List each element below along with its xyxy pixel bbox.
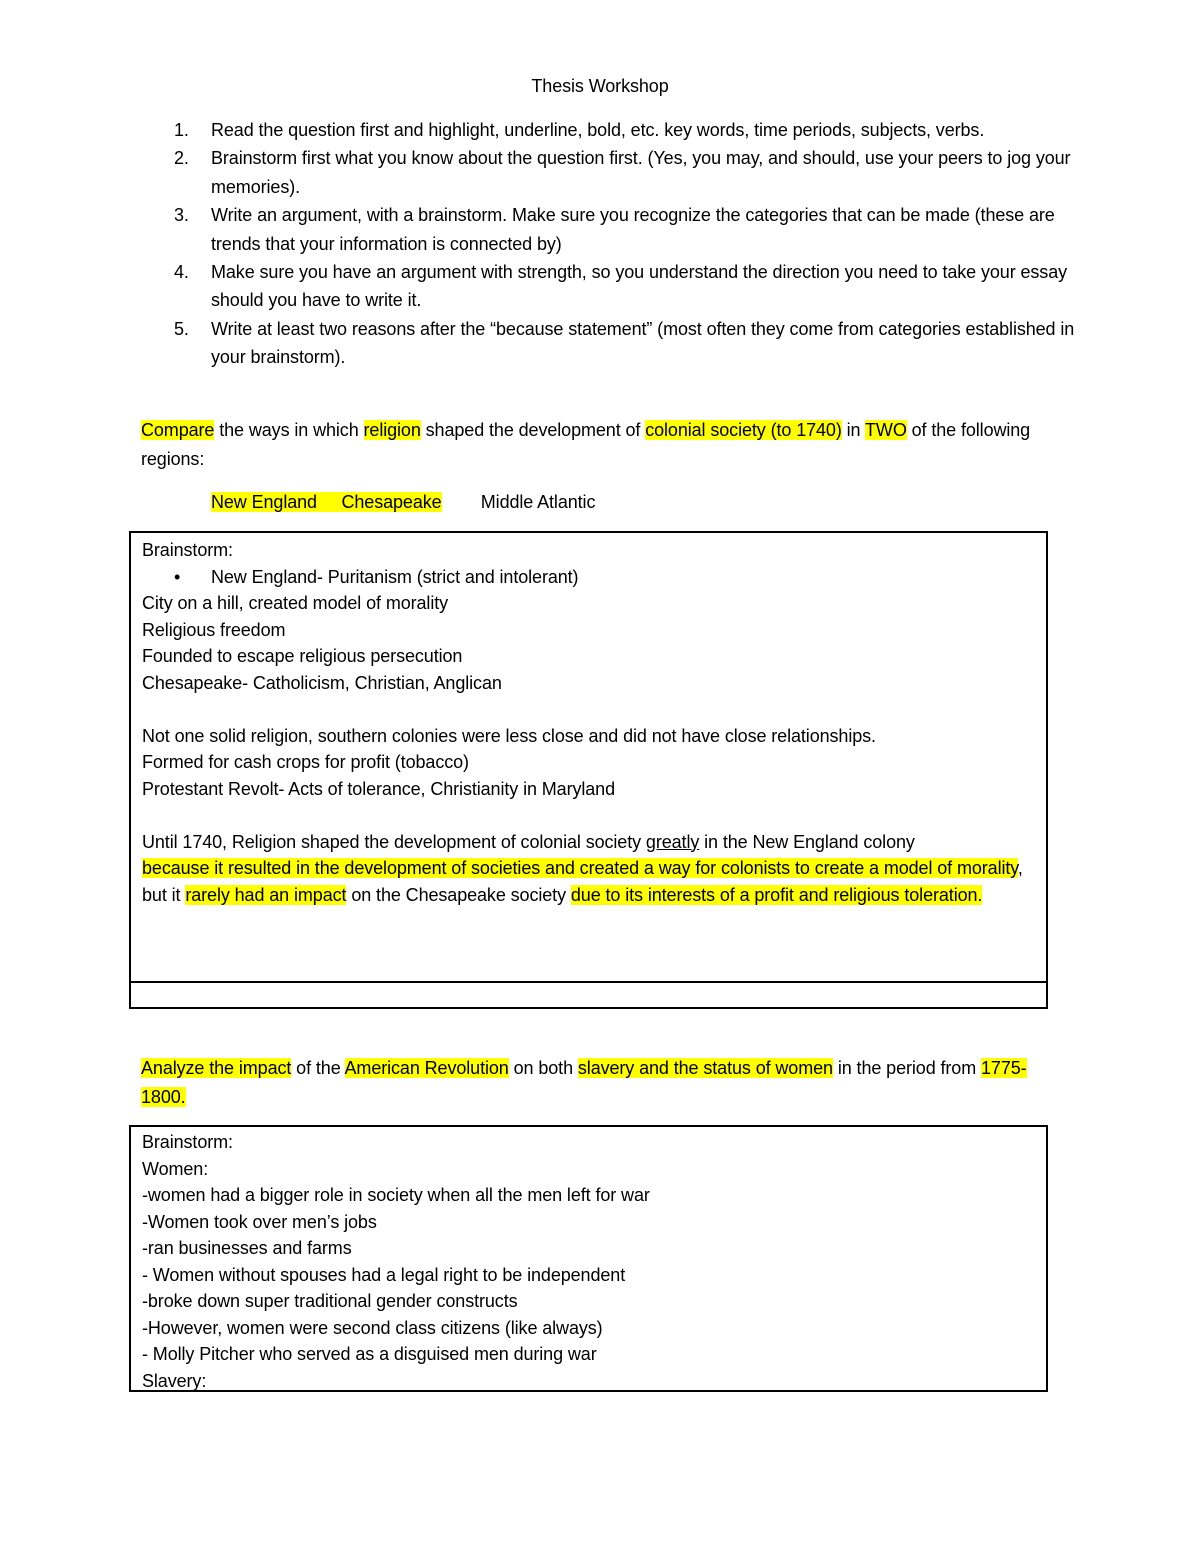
brainstorm-line: City on a hill, created model of morality — [142, 593, 449, 613]
bullet-icon: • — [174, 566, 181, 587]
list-item — [140, 144, 1075, 201]
list-number: 4. — [174, 262, 189, 283]
brainstorm-box-1 — [129, 531, 1048, 983]
highlighted-text: Analyze the impact — [141, 1058, 292, 1078]
underlined-text: greatly — [645, 831, 700, 852]
list-item — [140, 116, 1075, 144]
blank-line — [142, 802, 1032, 829]
list-text: Brainstorm first what you know about the question first. (Yes, you may, and should, use your peers to jog your memories). — [211, 148, 1071, 197]
prompt-text: of the following regions: — [141, 420, 1031, 469]
highlighted-text: Compare — [141, 420, 215, 440]
brainstorm-line: - Molly Pitcher who served as a disguised men during war — [142, 1344, 597, 1364]
region-gap — [317, 492, 342, 512]
list-text: Make sure you have an argument with strength, so you understand the direction you need to take your essay should you have to write it. — [211, 262, 1068, 311]
brainstorm-line: Women: — [142, 1158, 209, 1179]
prompt-text: in — [841, 420, 866, 440]
region-new-england: New England — [211, 492, 317, 512]
brainstorm-heading: Brainstorm: — [142, 540, 233, 560]
blank-line — [142, 696, 1032, 723]
region-chesapeake: Chesapeake — [341, 492, 442, 512]
list-number: 1. — [174, 120, 189, 140]
brainstorm-content — [142, 537, 1032, 908]
brainstorm-line: -Women took over men’s jobs — [142, 1211, 377, 1232]
thesis-text: Until 1740, Religion shaped the development of colonial society — [142, 831, 646, 852]
highlighted-text: due to its interests of a profit and religious toleration. — [570, 884, 983, 905]
brainstorm-line: Founded to escape religious persecution — [142, 646, 463, 666]
region-middle-atlantic: Middle Atlantic — [480, 492, 596, 512]
brainstorm-box-2 — [129, 1125, 1048, 1392]
brainstorm-heading: Brainstorm: — [142, 1132, 233, 1152]
region-gap — [442, 492, 481, 512]
brainstorm-line: Not one solid religion, southern colonies were less close and did not have close relationships. — [142, 725, 876, 746]
empty-table-row — [129, 981, 1048, 1009]
brainstorm-line: Formed for cash crops for profit (tobacco) — [142, 752, 469, 772]
brainstorm-line: -ran businesses and farms — [142, 1238, 352, 1258]
list-item — [140, 201, 1075, 258]
highlighted-text: American Revolution — [344, 1058, 509, 1078]
list-text: Read the question first and highlight, underline, bold, etc. key words, time periods, subjects, verbs. — [211, 120, 985, 140]
highlighted-text: TWO — [865, 420, 907, 440]
prompt-text: shaped the development of — [420, 420, 646, 440]
list-item — [140, 258, 1075, 315]
bullet-item — [142, 564, 1032, 591]
brainstorm-line: Religious freedom — [142, 619, 286, 640]
question-1-prompt — [141, 416, 1071, 473]
brainstorm-content — [142, 1129, 1032, 1394]
instruction-list — [140, 116, 1075, 372]
list-number: 2. — [174, 148, 189, 169]
highlighted-text: religion — [363, 420, 421, 440]
prompt-text: of the — [291, 1058, 345, 1078]
highlighted-text: because it resulted in the development of societies and created a way for colonists to create a model of morality — [142, 858, 1018, 878]
brainstorm-line: Chesapeake- Catholicism, Christian, Anglican — [142, 672, 502, 693]
highlighted-text: 1775-1800. — [141, 1058, 1027, 1107]
brainstorm-line: Protestant Revolt- Acts of tolerance, Christianity in Maryland — [142, 778, 616, 799]
brainstorm-line: -broke down super traditional gender constructs — [142, 1291, 518, 1311]
thesis-statement — [142, 829, 1032, 909]
page-title: Thesis Workshop — [531, 76, 669, 96]
list-text: Write an argument, with a brainstorm. Make sure you recognize the categories that can be made (these are trends that your information is connected by) — [211, 205, 1055, 254]
brainstorm-line: -However, women were second class citizens (like always) — [142, 1317, 603, 1338]
list-number: 3. — [174, 205, 189, 226]
brainstorm-line: - Women without spouses had a legal right to be independent — [142, 1264, 626, 1285]
list-text: Write at least two reasons after the “because statement” (most often they come from categories established in your brainstorm). — [211, 318, 1075, 368]
thesis-text: in the New England colony — [699, 831, 915, 852]
prompt-text: in the period from — [832, 1058, 982, 1078]
region-options — [211, 488, 595, 516]
list-number: 5. — [174, 318, 189, 339]
highlighted-text: rarely had an impact — [185, 884, 347, 905]
question-2-prompt — [141, 1054, 1071, 1111]
brainstorm-line: Slavery: — [142, 1370, 207, 1391]
thesis-text: , but it — [142, 858, 1023, 905]
highlighted-text: colonial society (to 1740) — [645, 420, 842, 440]
prompt-text: on both — [508, 1058, 578, 1078]
thesis-text: on the Chesapeake society — [346, 884, 571, 905]
list-item — [140, 315, 1075, 372]
highlighted-text: slavery and the status of women — [577, 1058, 833, 1078]
bullet-text: New England- Puritanism (strict and intolerant) — [211, 566, 579, 587]
brainstorm-line: -women had a bigger role in society when all the men left for war — [142, 1185, 650, 1205]
prompt-text: the ways in which — [214, 420, 364, 440]
